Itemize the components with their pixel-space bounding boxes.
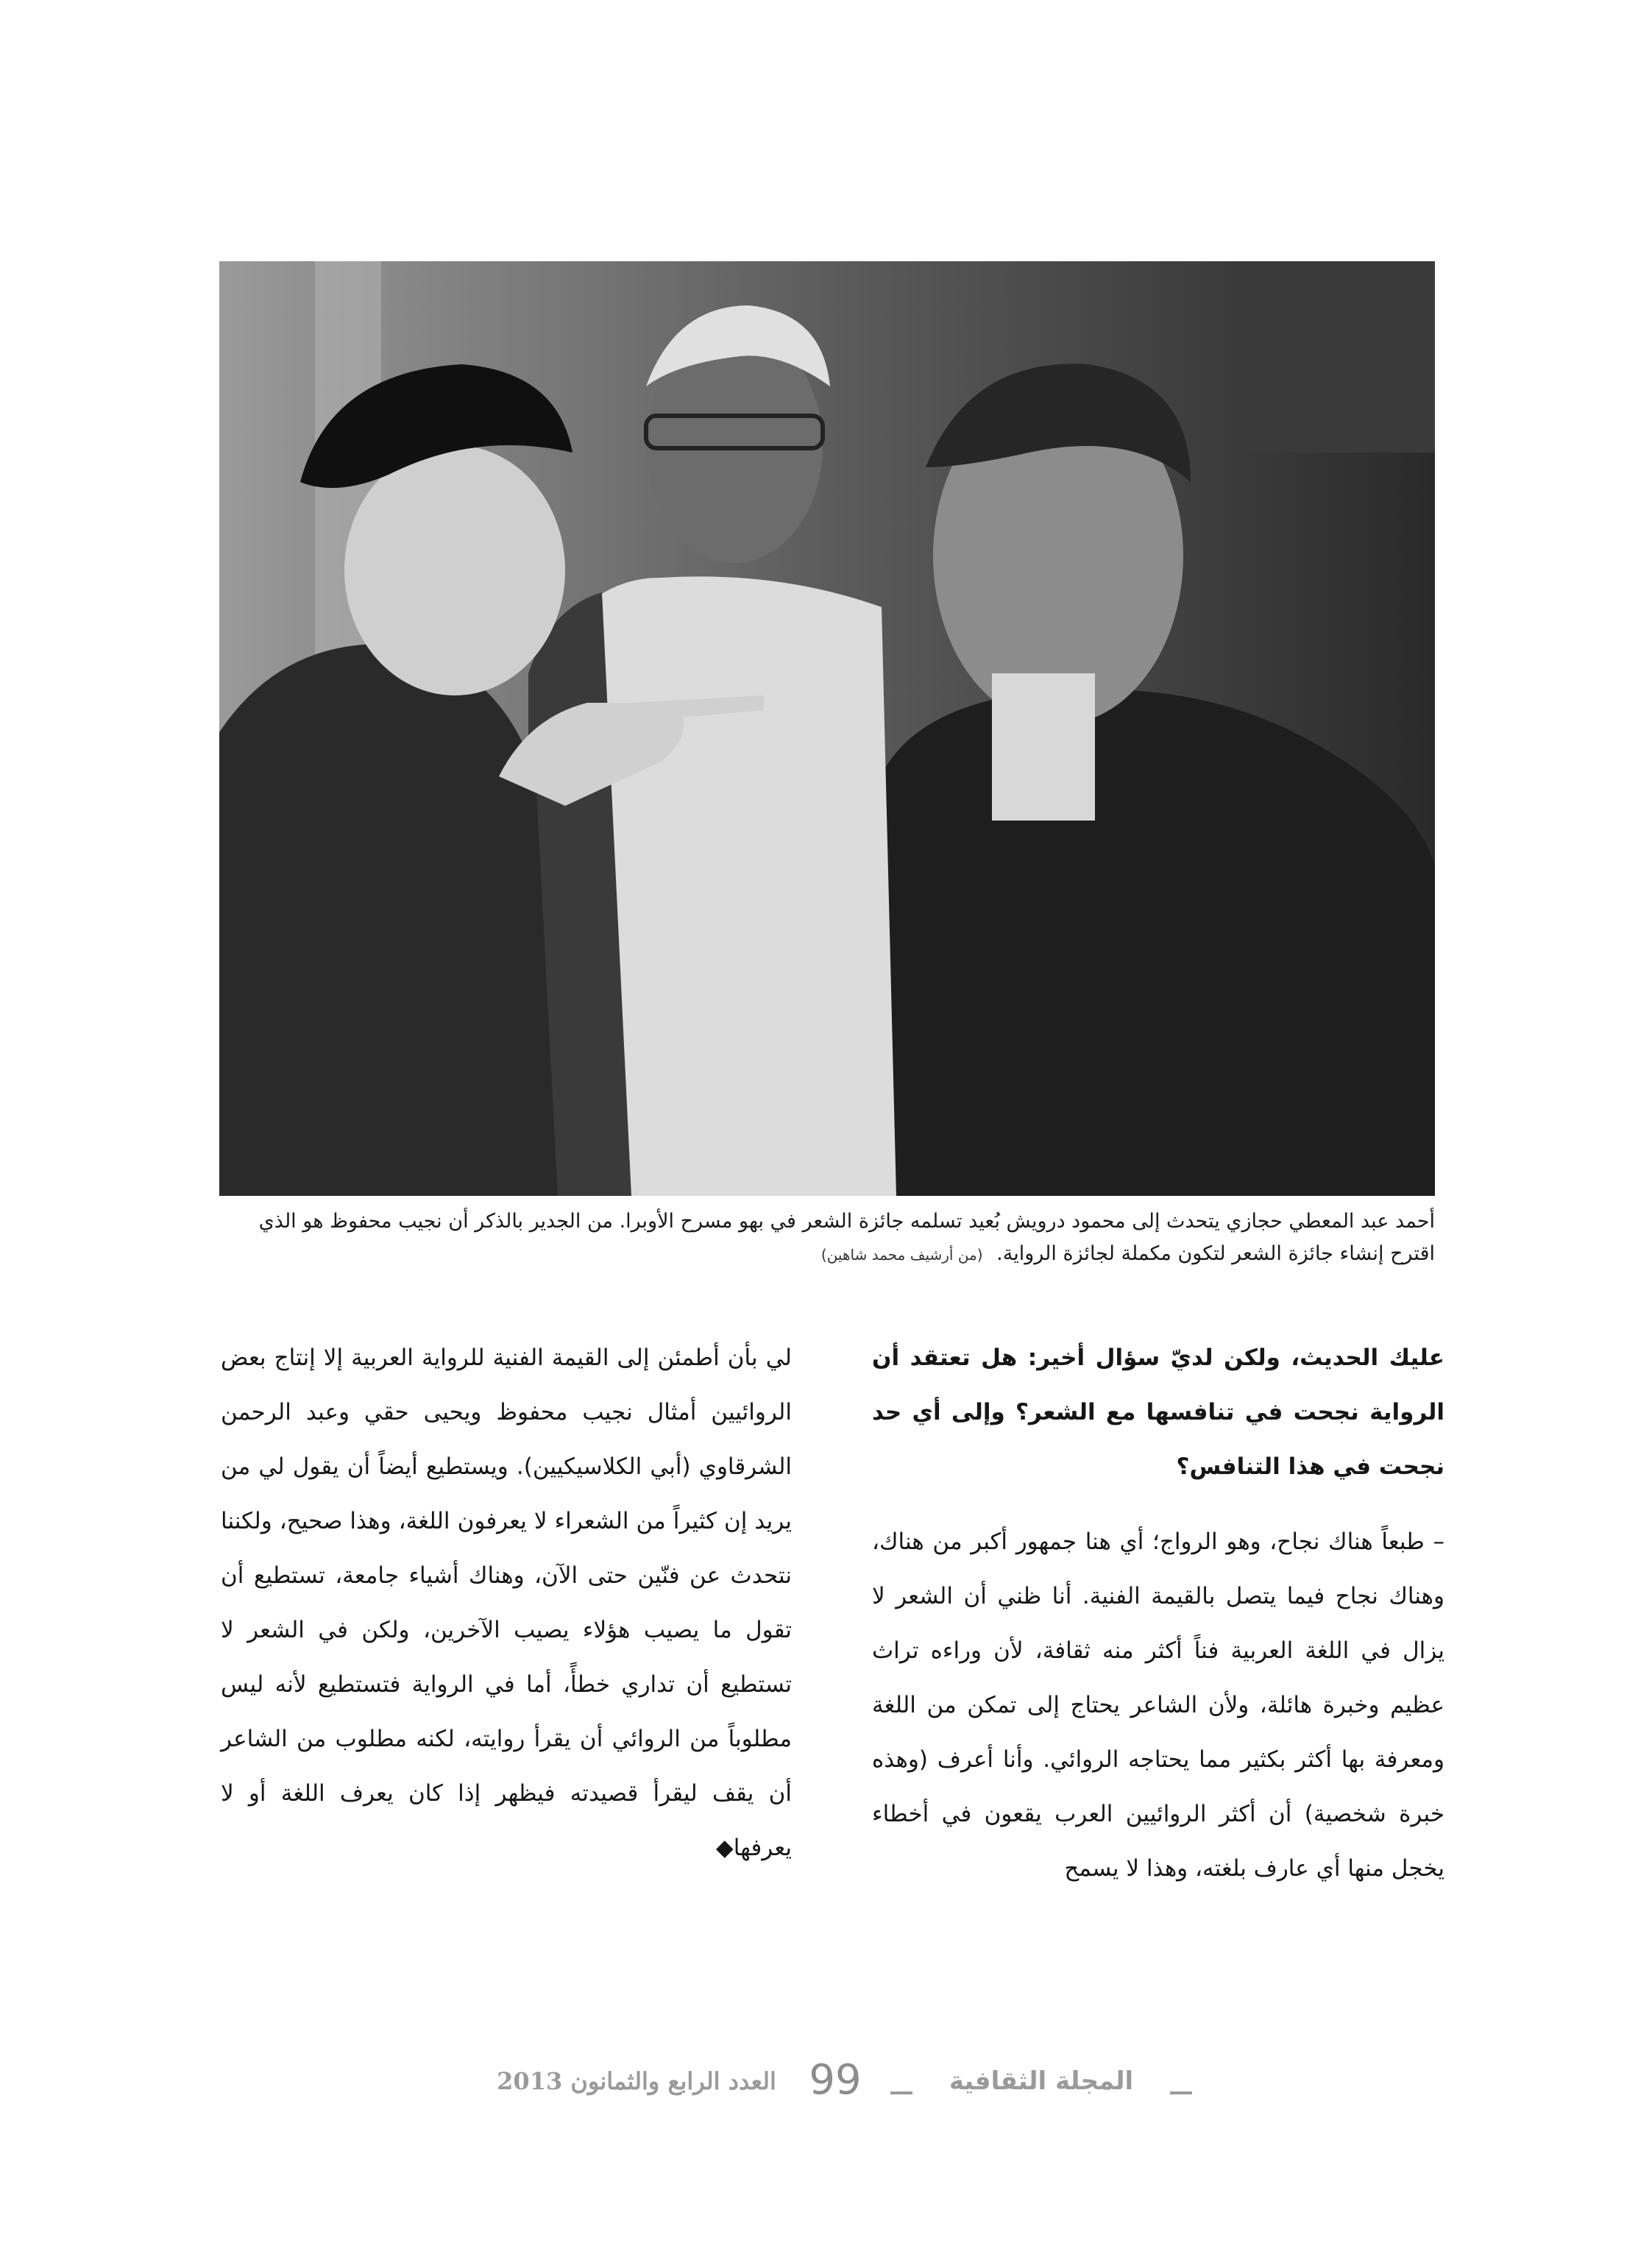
page-footer — [0, 2055, 1652, 2114]
photo-caption — [219, 1205, 1435, 1271]
interview-question: عليك الحديث، ولكن لديّ سؤال أخير: هل تعتقد أن الرواية نجحت في تنافسها مع الشعر؟ وإلى أي حد نجحت في هذا التنافس؟ — [872, 1345, 1444, 1480]
magazine-logo: المجلة الثقافية — [890, 2059, 1192, 2103]
page-number: 99 — [809, 2056, 862, 2104]
issue-label: العدد الرابع والثمانون 2013 — [497, 2067, 776, 2095]
photo-of-three-men-icon — [219, 261, 1435, 1196]
answer-continuation — [221, 1331, 792, 1875]
interview-answer: – طبعاً هناك نجاح، وهو الرواج؛ أي هنا جمهور أكبر من هناك، وهناك نجاح فيما يتصل بالقيمة الفنية. أنا ظني أن الشعر لا يزال في اللغة العربية فناً أكثر منه ثقافة، لأن وراءه تراث عظيم وخبرة هائلة، ولأن الشاعر يحتاج إلى تمكن من اللغة ومعرفة بها أكثر بكثير مما يحتاجه الروائي. وأنا أعرف (وهذه خبرة شخصية) أن أكثر الروائيين العرب يقعون في أخطاء يخجل منها أي عارف بلغته، وهذا لا يسمح — [872, 1528, 1444, 1882]
caption-credit: (من أرشيف محمد شاهين) — [820, 1246, 983, 1264]
caption-text: أحمد عبد المعطي حجازي يتحدث إلى محمود درويش بُعيد تسلمه جائزة الشعر في بهو مسرح الأوبرا. من الجدير بالذكر أن نجيب محفوظ هو الذي اقترح إنشاء جائزة الشعر لتكون مكملة لجائزة الرواية. — [258, 1210, 1435, 1265]
end-mark-icon: ◆ — [715, 1835, 734, 1861]
article-photo — [219, 261, 1435, 1196]
article-column-right — [872, 1331, 1444, 1896]
article-column-left — [221, 1331, 792, 1875]
answer-continuation-text: لي بأن أطمئن إلى القيمة الفنية للرواية العربية إلا إنتاج بعض الروائيين أمثال نجيب محفوظ ويحيى حقي وعبد الرحمن الشرقاوي (أبي الكلاسيكيين). ويستطيع أيضاً أن يقول لي من يريد إن كثيراً من الشعراء لا يعرفون اللغة، وهذا صحيح، ولكننا نتحدث عن فنّين حتى الآن، وهناك أشياء جامعة، تستطيع أن تقول ما يصيب هؤلاء يصيب الآخرين، ولكن في الشعر لا تستطيع أن تداري خطأً، أما في الرواية فتستطيع لأنه ليس مطلوباً من الروائي أن يقرأ روايته، لكنه مطلوب من الشاعر أن يقف ليقرأ قصيدته فيظهر إذا كان يعرف اللغة أو لا يعرفها — [221, 1345, 792, 1861]
